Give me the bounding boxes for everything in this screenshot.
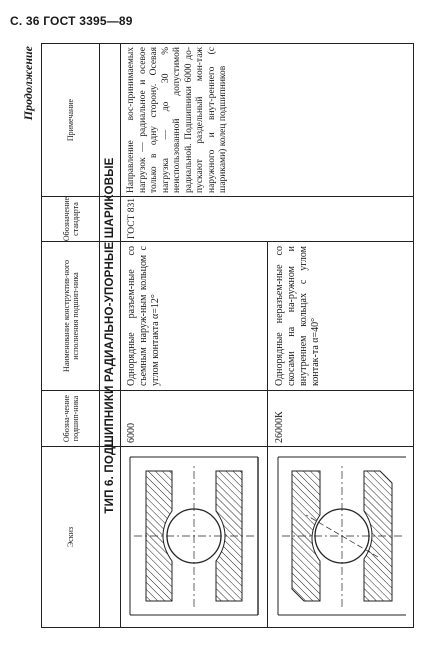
row-divider <box>267 242 268 627</box>
designation-6000: 6000 <box>126 423 137 443</box>
header-note: Примечание <box>66 98 75 142</box>
design-name-6000: Однорядные разъем-ные со съемным наруж-ным кольцом с углом контакта α=12° <box>126 246 161 386</box>
section-title: ТИП 6. ПОДШИПНИКИ РАДИАЛЬНО-УПОРНЫЕ ШАРИКОВЫЕ <box>104 157 116 514</box>
bearing-26000k-sketch-icon <box>274 453 410 619</box>
bearing-6000-sketch-icon <box>126 453 262 619</box>
header-designation: Обозна-чение подшип-ника <box>61 394 80 443</box>
page-header: С. 36 ГОСТ 3395—89 <box>10 14 133 28</box>
design-name-26000k: Однорядные неразъем-ные со скосами на на-ружном и внутреннем кольцах с углом контак-та α=40° <box>274 246 321 386</box>
header-design-name: Наименование конструктив-ного исполнения подшип-ника <box>61 260 80 373</box>
bearing-table <box>41 43 414 628</box>
continuation-label: Продолжение <box>21 46 35 121</box>
header-standard: Обозначение стандарта <box>61 196 80 242</box>
standard-6000: ГОСТ 831 <box>127 198 137 239</box>
note-6000: Направление вос-принимаемых нагрузок — радиальное и осевое только в одну сторону. Осевая нагрузка — до 30 % неиспользованной допустимой радиальной. Подшипники 6000 до-пускают раздельный мон-таж наружного и внут-реннего (с шариками) колец подшипников <box>126 47 228 193</box>
rotated-page-content <box>17 43 417 628</box>
section-rule <box>120 44 121 627</box>
header-sketch: Эскиз <box>66 526 75 548</box>
designation-26000k: 26000К <box>274 411 285 443</box>
